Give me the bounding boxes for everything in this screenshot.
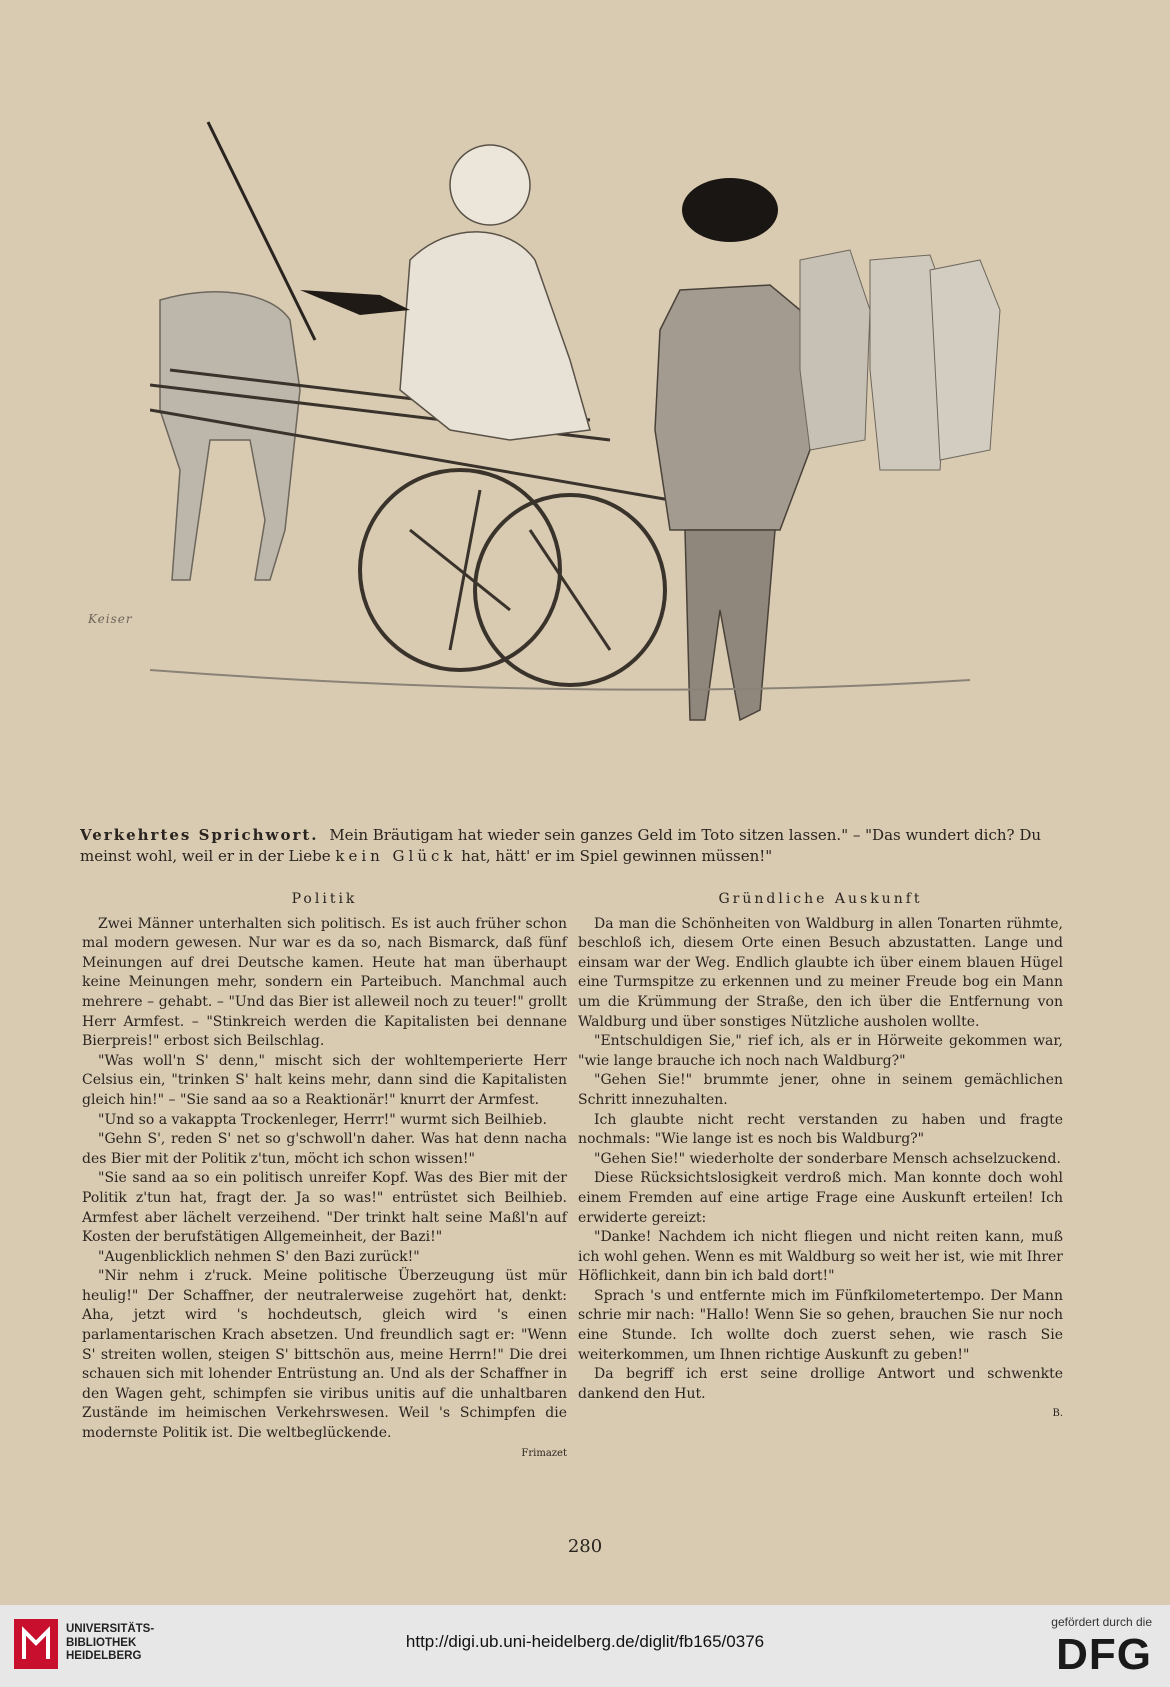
author-signature: Frimazet — [521, 1447, 567, 1459]
joke-caption — [80, 825, 1080, 867]
standing-woman-jacket — [655, 285, 810, 530]
sponsor-label: gefördert durch die — [1051, 1615, 1152, 1629]
paragraph: Da begriff ich erst seine drollige Antwort und schwenkte dankend den Hut. — [578, 1366, 1063, 1402]
seated-woman-body — [400, 232, 590, 440]
paragraph: "Danke! Nachdem ich nicht fliegen und nicht reiten kann, muß ich wohl gehen. Wenn es mit Waldburg so weit her ist, wie mit Ihrer Höflichkeit, dann bin ich bald dort!" — [578, 1229, 1063, 1285]
paragraph: "Augenblicklich nehmen S' den Bazi zurück!" — [98, 1248, 420, 1265]
paragraph: "Und so a vakappta Trockenleger, Herrr!" wurmt sich Beilhieb. — [98, 1111, 547, 1128]
standing-woman-legs — [685, 530, 775, 720]
ground — [150, 670, 970, 690]
page-number: 280 — [567, 1536, 603, 1557]
source-url-link[interactable]: http://digi.ub.uni-heidelberg.de/diglit/fb165/0376 — [405, 1632, 765, 1651]
university-library-name: UNIVERSITÄTS- BIBLIOTHEK HEIDELBERG — [66, 1623, 155, 1662]
dfg-logo: DFG — [1056, 1630, 1152, 1679]
paragraph: "Entschuldigen Sie," rief ich, als er in Hörweite gekommen war, "wie lange brauche ich noch nach Waldburg?" — [578, 1033, 1063, 1069]
paragraph: Sprach 's und entfernte mich im Fünfkilometertempo. Der Mann schrie mir nach: "Hallo! Wenn Sie so gehen, brauchen Sie nur noch eine Stunde. Ich wollte doch zuerst sehen, wie rasch Sie weiterkommen, um Ihnen richtige Auskunft zu geben!" — [578, 1287, 1063, 1363]
paragraph: Diese Rücksichtslosigkeit verdroß mich. Man konnte doch wohl einem Fremden auf eine artige Frage eine Auskunft erteilen! Ich erwiderte gereizt: — [578, 1170, 1063, 1226]
illustration-signature: Keiser — [88, 612, 133, 626]
paragraph: "Was woll'n S' denn," mischt sich der wohltemperierte Herr Celsius ein, "trinken S' halt keins mehr, dann sind die Kapitalisten gleich hin!" – "Sie sand aa so a Reaktionär!" knurrt der Armfest. — [82, 1052, 567, 1108]
paragraph: "Gehen Sie!" brummte jener, ohne in seinem gemächlichen Schritt innezuhalten. — [578, 1072, 1063, 1108]
standing-woman-hat — [682, 178, 778, 242]
caption-text-after: hat, hätt' er im Spiel gewinnen müssen!" — [461, 847, 773, 865]
paragraph: "Gehn S', reden S' net so g'schwoll'n daher. Was hat denn nacha des Bier mit der Politik z'tun, möcht ich schon wissen!" — [82, 1131, 567, 1167]
background-figure-3 — [930, 260, 1000, 460]
background-figure-1 — [800, 250, 870, 450]
paragraph: Zwei Männer unterhalten sich politisch. Es ist auch früher schon mal modern gewesen. Nur war es da so, nach Bismarck, daß fünf Meinungen auf drei Deutsche kamen. Heute hat man überhaupt keine Meinungen mehr, sondern ein Parteibuch. Manchmal auch mehrere – gehabt. – "Und das Bier ist alleweil noch zu teuer!" grollt Herr Armfest. – "Stinkreich werden die Kapitalisten bei dennane Bierpreis!" erbost sich Beilschlag. — [82, 915, 567, 1050]
caption-spaced-text: kein Glück — [335, 847, 457, 865]
paragraph: "Gehen Sie!" wiederholte der sonderbare Mensch achselzuckend. — [594, 1150, 1061, 1167]
seated-woman-arm — [300, 290, 410, 315]
article-auskunft — [578, 890, 1063, 1424]
horse-shape — [160, 292, 300, 580]
paragraph: "Nir nehm i z'ruck. Meine politische Überzeugung üst mür heulig!" Der Schaffner, der neutralerweise zugehört hat, denkt: Aha, jetzt wird 's hochdeutsch, gleich wird 's einen parlamentarischen Krach absetzen. Und freundlich sagt er: "Wenn S' streiten wollen, steigen S' bittschön aus, meine Herrn!" Die drei schauen sich mit lohender Entrüstung an. Und als der Schaffner in den Wagen geht, schimpfen sie viribus unitis auf die unhaltbaren Zustände im heimischen Verkehrswesen. Weil 's Schimpfen die modernste Politik ist. Die weltbeglückende. — [82, 1268, 567, 1442]
paragraph: "Sie sand aa so ein politisch unreifer Kopf. Was des Bier mit der Politik z'tun hat, fragt der. Ja so was!" entrüstet sich Beilhieb. Armfest aber lächelt verzeihend. "Der trinkt halt seine Maßl'n auf Kosten der berufstätigen Allgemeinheit, der Bazi!" — [82, 1170, 567, 1246]
article-politik — [82, 890, 567, 1463]
paragraph: Da man die Schönheiten von Waldburg in allen Tonarten rühmte, beschloß ich, diesem Orte einen Besuch abzustatten. Lange und einsam war der Weg. Endlich glaubte ich über einem blauen Hügel eine Turmspitze zu erkennen und zu meiner Freude bog ein Mann um die Krümmung der Straße, den ich über die Entfernung von Waldburg und über sonstiges Nützliche ausholen wollte. — [578, 915, 1063, 1030]
illustration — [150, 110, 1090, 790]
article-title: Politik — [291, 891, 358, 907]
paragraph: Ich glaubte nicht recht verstanden zu haben und fragte nochmals: "Wie lange ist es noch bis Waldburg?" — [578, 1111, 1063, 1148]
seated-woman-hat — [450, 145, 530, 225]
author-signature: B. — [1052, 1408, 1063, 1420]
caption-kicker: Verkehrtes Sprichwort. — [80, 826, 319, 844]
footer-bar — [0, 1605, 1170, 1687]
caption-text-before: Mein Bräutigam hat wieder sein ganzes Geld im Toto sitzen lassen." – "Das wundert dich? Du meinst wohl, weil er in der Liebe — [80, 826, 1042, 865]
article-title: Gründliche Auskunft — [718, 891, 923, 907]
